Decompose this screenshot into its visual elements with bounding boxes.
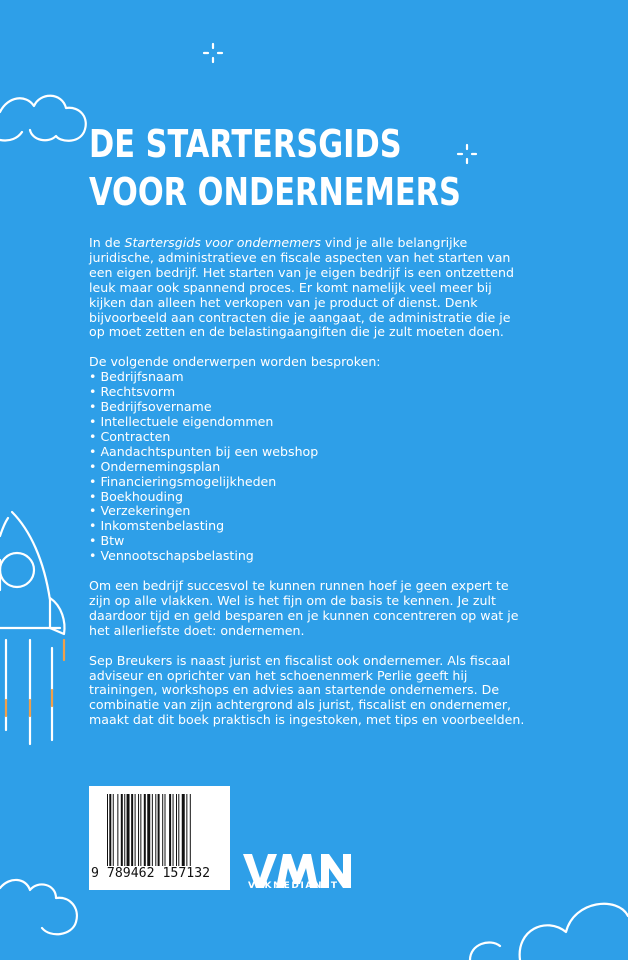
rocket-icon <box>0 512 64 744</box>
list-item: • Aandachtspunten bij een webshop <box>89 445 529 460</box>
isbn-barcode <box>89 786 230 890</box>
list-item: • Boekhouding <box>89 490 529 505</box>
list-item: • Vennootschapsbelasting <box>89 549 529 564</box>
list-item: • Rechtsvorm <box>89 385 529 400</box>
author-paragraph: Sep Breukers is naast jurist en fiscalist ook ondernemer. Als fiscaal adviseur en oprichter van het schoenenmerk Perlie geeft hij trainingen, workshops en advies aan startende ondernemers. De combinatie van zijn achtergrond als jurist, fiscalist en ondernemer, maakt dat dit boek praktisch is ingestoken, met tips en voorbeelden. <box>89 652 525 728</box>
cloud-top-left-icon <box>0 96 86 141</box>
sparkle-icon <box>204 44 222 62</box>
list-item: • Financieringsmogelijkheden <box>89 475 529 490</box>
barcode-bars-icon <box>107 794 222 866</box>
list-item: • Inkomstenbelasting <box>89 519 529 534</box>
intro-rest: vind je alle belangrijke juridische, administratieve en fiscale aspecten van het starten van een eigen bedrijf. Het starten van je eigen bedrijf is een ontzettend leuk maar ook spannend proces. Er komt namelijk veel meer bij kijken dan alleen het verkopen van je product of dienst. Denk bijvoorbeeld aan contracten die je aangaat, de administratie die je op moet zetten en de belastingaangiften die je zult moeten doen. <box>89 235 514 340</box>
list-item: • Bedrijfsovername <box>89 400 529 415</box>
book-title-line-2: VOOR ONDERNEMERS <box>89 170 461 214</box>
isbn-number: 9 789462 157132 <box>91 866 211 881</box>
topics-heading: De volgende onderwerpen worden besproken: <box>89 354 381 370</box>
intro-prefix: In de <box>89 235 125 250</box>
book-title-line-1: DE STARTERSGIDS <box>89 122 402 166</box>
basics-paragraph: Om een bedrijf succesvol te kunnen runnen hoef je geen expert te zijn op alle vlakken. Wel is het fijn om de basis te kennen. Je zult daardoor tijd en geld besparen en je kunnen concentreren op wat je het allerliefste doet: ondernemen. <box>89 578 519 638</box>
list-item: • Verzekeringen <box>89 504 529 519</box>
list-item: • Intellectuele eigendommen <box>89 415 529 430</box>
rocket-flame-icon <box>6 640 64 716</box>
back-cover-text <box>89 236 529 728</box>
cloud-bottom-right-icon <box>470 904 628 960</box>
list-item: • Bedrijfsnaam <box>89 370 529 385</box>
intro-book-name: Startersgids voor ondernemers <box>124 235 321 250</box>
list-item: • Ondernemingsplan <box>89 460 529 475</box>
book-title <box>89 120 461 216</box>
intro-paragraph <box>89 236 529 340</box>
publisher-logo <box>243 843 353 901</box>
publisher-name: VAKMEDIANET <box>248 881 339 891</box>
list-item: • Contracten <box>89 430 529 445</box>
list-item: • Btw <box>89 534 529 549</box>
topics-list <box>89 370 529 564</box>
cloud-bottom-left-icon <box>0 880 77 934</box>
